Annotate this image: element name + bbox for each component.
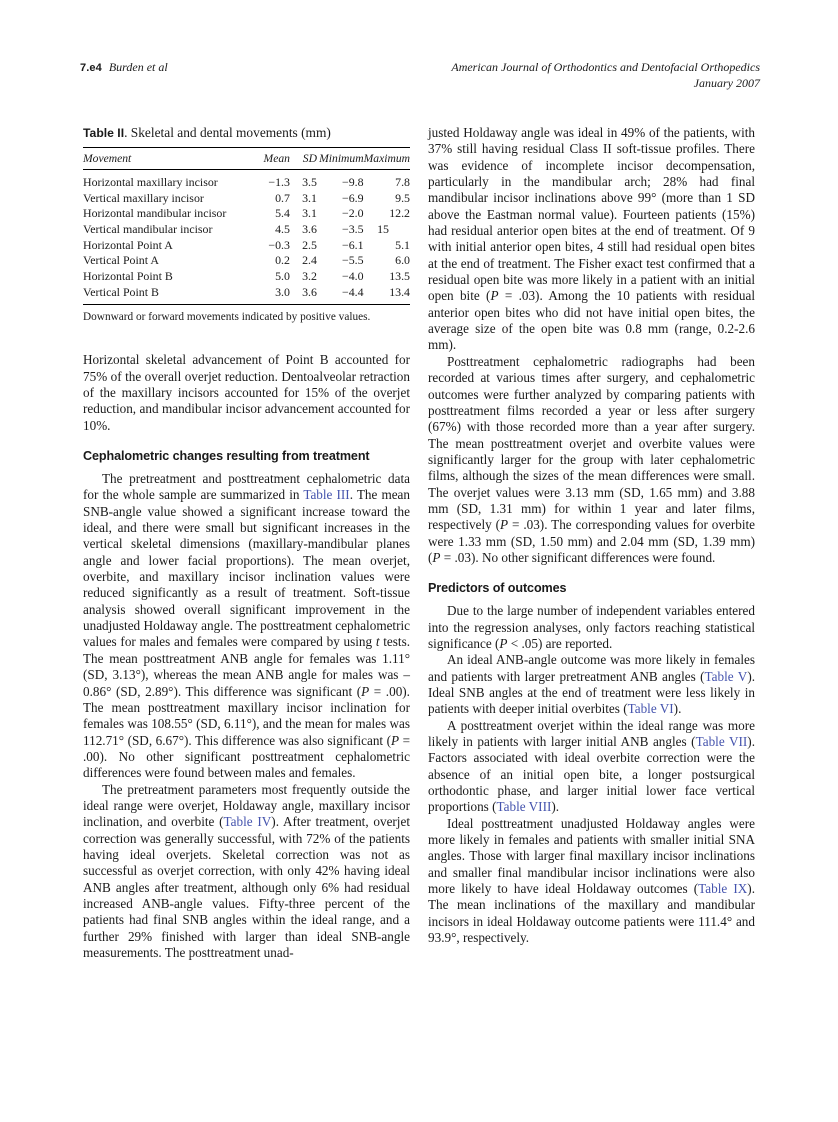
cell-mean: 5.0	[275, 269, 290, 284]
column-header-maximum: Maximum	[364, 148, 410, 170]
cell-sd: 3.6	[302, 222, 317, 237]
table-row	[83, 284, 410, 304]
cell-maximum: 13.4	[389, 284, 410, 299]
text-run: = .00). The mean posttreatment maxillary incisor inclination for females was 108.55° (SD, 6.11°), and the mean for males was 112.71° (SD, 6.67°). This difference was also significant (	[83, 683, 410, 748]
link-table-iii[interactable]: Table III	[303, 487, 350, 503]
paragraph-point-b-advancement: Horizontal skeletal advancement of Point B accounted for 75% of the overall overjet reduction. Dentoalveolar retraction of the maxillary incisors accounted for 15% of the overjet reduction, and mandibular incisor advancement accounted for 10%.	[83, 352, 410, 433]
cell-minimum: −6.9	[342, 190, 364, 205]
link-table-v[interactable]: Table V	[704, 668, 748, 684]
spacer	[428, 566, 755, 581]
cell-movement: Horizontal maxillary incisor	[83, 175, 218, 189]
cell-minimum: −4.4	[342, 284, 364, 299]
text-run: ).	[673, 701, 682, 717]
cell-sd: 3.1	[302, 206, 317, 221]
heading-cephalometric-changes: Cephalometric changes resulting from treatment	[83, 449, 370, 464]
table-footnote: Downward or forward movements indicated by positive values.	[83, 311, 371, 324]
spacer	[83, 434, 410, 449]
italic-p-value: P	[390, 732, 400, 748]
spacer	[428, 596, 755, 603]
paragraph-cephalometric-data	[83, 471, 410, 782]
column-header-sd: SD	[290, 148, 317, 170]
link-table-vi[interactable]: Table VI	[627, 701, 674, 717]
text-run: A posttreatment overjet within the ideal range was more likely in patients with larger initial ANB angles (	[428, 717, 755, 750]
text-run: < .05) are reported.	[507, 635, 613, 651]
cell-mean: 3.0	[275, 284, 290, 299]
column-header-mean: Mean	[254, 148, 290, 170]
cell-maximum: 15	[377, 222, 389, 237]
italic-p-value: P	[500, 517, 509, 533]
text-run: The pretreatment and posttreatment cephalometric data for the whole sample are summarized in	[83, 471, 410, 503]
heading-predictors-of-outcomes: Predictors of outcomes	[428, 581, 567, 596]
cell-minimum: −6.1	[342, 237, 364, 252]
text-run: The pretreatment parameters most frequently outside the ideal range were overjet, Holdaway angle, maxillary incisor inclination, and overbite (	[83, 781, 410, 830]
running-head-authors: Burden et al	[108, 60, 168, 74]
text-run: An ideal ANB-angle outcome was more likely in females and patients with larger pretreatment ANB angles (	[428, 652, 755, 684]
text-run: ).	[551, 799, 560, 815]
journal-title: American Journal of Orthodontics and Dentofacial Orthopedics	[451, 60, 760, 74]
paragraph-posttreatment-radiographs	[428, 354, 755, 566]
link-table-viii[interactable]: Table VIII	[496, 799, 552, 815]
cell-movement: Horizontal Point B	[83, 269, 173, 284]
cell-mean: 4.5	[275, 222, 290, 237]
text-run: ). The mean inclinations of the maxillary and mandibular incisors in ideal Holdaway outcome patients were 111.4° and 93.9°, respectively.	[428, 881, 755, 946]
cell-minimum: −9.8	[342, 175, 364, 189]
table-row	[83, 269, 410, 285]
table-row	[83, 237, 410, 253]
link-table-ix[interactable]: Table IX	[698, 881, 748, 897]
cell-mean: −0.3	[268, 237, 290, 252]
table-row	[83, 190, 410, 206]
italic-p-value: P	[490, 288, 499, 304]
table-row	[83, 221, 410, 237]
cell-mean: 0.7	[275, 190, 290, 205]
text-run: Posttreatment cephalometric radiographs had been recorded at various times after surgery, and cephalometric outcomes were further analyzed by comparing patients with posttreatment films recorded a year or less after surgery (67%) with those recorded more than a year after surgery. The mean posttreatment overjet and overbite values were significantly larger for the group with later cephalometric films, although the sizes of the mean differences were small. The overjet values were 3.13 mm (SD, 1.65 mm) and 3.88 mm (SD, 1.31 mm) for within 1 year and later films, respectively (	[428, 353, 755, 533]
table-row	[83, 253, 410, 269]
cell-sd: 2.4	[302, 253, 317, 268]
table-body	[83, 170, 410, 305]
cell-maximum: 6.0	[395, 253, 410, 268]
running-head-right	[451, 60, 760, 91]
cell-minimum: −4.0	[342, 269, 364, 284]
table-head	[83, 148, 410, 170]
running-head	[80, 60, 760, 100]
cell-minimum: −3.5	[342, 222, 364, 237]
running-head-left	[80, 60, 168, 75]
table-number: Table II	[83, 126, 125, 140]
italic-p-value: P	[432, 549, 441, 565]
text-run: . The mean SNB-angle value showed a significant increase toward the ideal, and there were small but significant increases in the vertical skeletal dimensions (maxillary-mandibular planes angle and lower facial proportions). The mean overjet, overbite, and maxillary incisor inclination values were reduced significantly as a result of treatment. Soft-tissue analysis showed overall significant improvement in the unadjusted Holdaway angle. The posttreatment cephalometric values for males and females were compared by using	[83, 487, 410, 650]
cell-sd: 3.5	[302, 175, 317, 189]
text-run: justed Holdaway angle was ideal in 49% of the patients, with 37% still having residual Class II soft-tissue profiles. There was evidence of incomplete incisor decompensation, particularly in the mandibular arch; 28% had final mandibular incisor inclinations above 99° (more than 1 SD above the Eastman normal value). Fourteen patients (15%) had residual anterior open bites at the end of treatment. Of 9 with initial anterior open bites, 4 still had residual open bites at the end of treatment. The Fisher exact test confirmed that a residual open bite was more likely in a patient with an initial open bite (	[428, 125, 755, 304]
cell-movement: Horizontal mandibular incisor	[83, 206, 227, 221]
cell-sd: 3.6	[302, 284, 317, 299]
cell-sd: 3.2	[302, 269, 317, 284]
table-ii	[83, 125, 410, 324]
skeletal-dental-movements-table	[83, 147, 410, 304]
table-row	[83, 206, 410, 222]
right-column	[428, 125, 755, 947]
cell-maximum: 5.1	[395, 237, 410, 252]
text-run: ). After treatment, overjet correction was generally successful, with 72% of the patients having ideal overjets. Skeletal correction was not as successful as overjet correction, with only 42% having ideal ANB angles after treatment, although only 6% had residual increased ANB-angle values. Fifty-three percent of the patients had final SNB angles within the ideal range, and a further 29% finished with larger than ideal SNB-angle measurements. The posttreatment unad-	[83, 814, 410, 960]
text-run: tests. The mean posttreatment ANB angle for females was 1.11° (SD, 3.13°), whereas the mean ANB angle for males was –0.86° (SD, 2.89°). This difference was significant (	[83, 634, 411, 699]
cell-movement: Vertical mandibular incisor	[83, 222, 213, 237]
cell-movement: Vertical Point A	[83, 253, 159, 268]
text-run: = .03). The corresponding values for overbite were 1.33 mm (SD, 1.50 mm) and 2.04 mm (SD, 1.39 mm) (	[428, 517, 755, 565]
text-run: = .03). No other significant differences were found.	[440, 549, 716, 565]
cell-movement: Vertical maxillary incisor	[83, 190, 204, 205]
paragraph-regression-variables	[428, 603, 755, 652]
cell-mean: −1.3	[268, 175, 290, 189]
text-run: = .03). Among the 10 patients with residual anterior open bites who did not have initial open bites, the average size of the open bite was 0.8 mm (range, 0.2-2.6 mm).	[428, 288, 755, 353]
column-header-movement: Movement	[83, 148, 254, 170]
page-folio: 7.e4	[80, 62, 102, 74]
paragraph-overjet-overbite-outcomes	[428, 718, 755, 816]
paragraph-anb-snb-outcomes	[428, 652, 755, 717]
spacer	[83, 464, 410, 471]
cell-mean: 0.2	[275, 253, 290, 268]
text-run: Ideal posttreatment unadjusted Holdaway angles were more likely in females and patients with smaller initial SNA angles. Those with larger final maxillary incisor inclinations and smaller final mandibular incisor inclinations were also more likely to have ideal Holdaway outcomes (	[428, 815, 755, 897]
table-header-row	[83, 148, 410, 170]
paragraph-pretreatment-parameters	[83, 782, 410, 962]
table-caption	[83, 125, 410, 141]
table-row	[83, 170, 410, 191]
text-run: ). Ideal SNB angles at the end of treatment were less likely in patients with deeper initial overbites (	[428, 668, 756, 717]
cell-movement: Horizontal Point A	[83, 237, 173, 252]
issue-date: January 2007	[693, 75, 760, 90]
italic-p-value: P	[499, 635, 508, 651]
paragraph-holdaway-ideal	[428, 125, 755, 354]
italic-t: t	[375, 634, 380, 650]
cell-minimum: −5.5	[342, 253, 364, 268]
italic-p-value: P	[361, 683, 370, 699]
cell-maximum: 13.5	[389, 269, 410, 284]
cell-minimum: −2.0	[342, 206, 364, 221]
cell-maximum: 7.8	[395, 175, 410, 189]
left-column	[83, 125, 410, 961]
cell-movement: Vertical Point B	[83, 284, 159, 299]
text-run: = .00). No other significant posttreatment cephalometric differences were found between males and females.	[83, 732, 410, 781]
cell-maximum: 12.2	[389, 206, 410, 221]
cell-mean: 5.4	[275, 206, 290, 221]
column-header-minimum: Minimum	[317, 148, 364, 170]
text-run: Due to the large number of independent variables entered into the regression analyses, only factors reaching statistical significance (	[428, 603, 755, 651]
table-title: . Skeletal and dental movements (mm)	[124, 125, 331, 140]
cell-maximum: 9.5	[395, 190, 410, 205]
cell-sd: 2.5	[302, 237, 317, 252]
link-table-vii[interactable]: Table VII	[695, 734, 748, 750]
text-run: ). Factors associated with ideal overbite correction were the absence of an initial open bite, a longer postsurgical orthodontic phase, and larger initial lower face vertical proportions (	[428, 734, 755, 815]
cell-sd: 3.1	[302, 190, 317, 205]
paragraph-holdaway-predictors	[428, 816, 755, 947]
spacer	[83, 324, 410, 352]
link-table-iv[interactable]: Table IV	[223, 814, 272, 830]
